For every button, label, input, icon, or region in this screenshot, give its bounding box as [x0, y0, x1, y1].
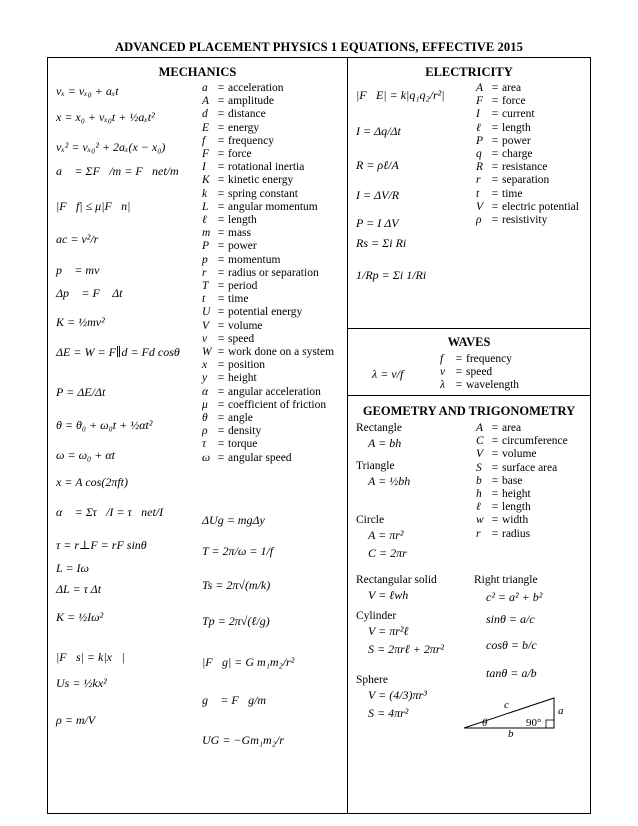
waves-variable-0: f = frequency	[440, 353, 512, 365]
mechanics-variable-6: I = rotational inertia	[202, 161, 305, 174]
mechanics-equation: vₓ = vₓ₀ + aₓt	[56, 84, 119, 98]
mechanics-equation: x = A cos(2πft)	[56, 475, 128, 489]
mechanics-equation-secondary: Tp = 2π√(ℓ/g)	[202, 614, 270, 628]
mechanics-variable-13: p = momentum	[202, 253, 281, 266]
mechanics-variable-0: a = acceleration	[202, 82, 284, 94]
electricity-variable-6: R = resistance	[476, 161, 548, 174]
mechanics-variable-2: d = distance	[202, 108, 266, 121]
electricity-equation: |F⃗E| = k|q₁q₂/r²|	[356, 88, 445, 102]
mechanics-equation: τ = r⊥F = rF sinθ	[56, 538, 147, 552]
shape-formula: A = bh	[368, 436, 402, 450]
mechanics-variable-15: T = period	[202, 280, 258, 292]
waves-equation: λ = v/f	[372, 367, 404, 381]
electricity-equation: I = ΔV/R	[356, 188, 400, 202]
shape-formula: V = (4/3)πr³	[368, 688, 427, 702]
shape-name: Rectangular solid	[356, 574, 437, 586]
mechanics-variable-10: ℓ = length	[202, 214, 257, 226]
shape-formula: C = 2πr	[368, 546, 407, 560]
mechanics-variable-7: K = kinetic energy	[202, 174, 294, 187]
side-label-b: b	[508, 728, 514, 738]
right-triangle-formula: sinθ = a/c	[486, 612, 535, 626]
mechanics-variable-26: ρ = density	[202, 425, 262, 438]
geometry-variable-1: C = circumference	[476, 435, 568, 448]
electricity-equation: I = Δq/Δt	[356, 124, 401, 138]
mechanics-equation-secondary: ΔUg = mgΔy	[202, 513, 265, 527]
electricity-variable-7: r = separation	[476, 174, 550, 187]
waves-section	[347, 328, 591, 396]
shape-formula: S = 4πr²	[368, 706, 409, 720]
mechanics-variable-22: y = height	[202, 372, 257, 385]
right-triangle-diagram	[458, 692, 568, 738]
mechanics-equation: ac = v²/r	[56, 232, 99, 246]
mechanics-variable-24: μ = coefficient of friction	[202, 398, 327, 411]
mechanics-equation-secondary: Ts = 2π√(m/k)	[202, 578, 271, 592]
mechanics-equation-secondary: g⃗ = F⃗g/m	[202, 693, 267, 707]
mechanics-equation: ΔL = τ Δt	[56, 582, 102, 596]
waves-header: WAVES	[447, 335, 491, 349]
mechanics-equation: θ = θ₀ + ω₀t + ½αt²	[56, 418, 153, 432]
electricity-equation: 1/Rp = Σi 1/Ri	[356, 268, 427, 282]
mechanics-equation: |F⃗s| = k|x⃗|	[56, 650, 125, 664]
mechanics-equation: ω = ω₀ + αt	[56, 448, 115, 462]
geometry-variable-3: S = surface area	[476, 461, 558, 474]
mechanics-variable-20: W = work done on a system	[202, 346, 335, 358]
mechanics-equation-secondary: UG = −Gm₁m₂/r	[202, 733, 284, 747]
mechanics-equation: x = x₀ + vₓ₀t + ½aₓt²	[56, 110, 155, 124]
geometry-variable-5: h = height	[476, 488, 531, 500]
shape-formula: S = 2πrℓ + 2πr²	[368, 642, 445, 656]
mechanics-variable-3: E = energy	[202, 121, 260, 134]
mechanics-variable-27: τ = torque	[202, 438, 258, 451]
mechanics-equation: a⃗ = ΣF⃗/m = F⃗net/m	[56, 164, 179, 178]
mechanics-equation-secondary: |F⃗g| = G m₁m₂/r²	[202, 655, 295, 669]
mechanics-variable-19: v = speed	[202, 332, 255, 345]
angle-label-theta: θ	[482, 717, 488, 729]
geometry-variable-4: b = base	[476, 474, 523, 487]
electricity-variable-1: F = force	[476, 95, 526, 108]
mechanics-equation: K = ½mv²	[56, 315, 105, 329]
electricity-equation: P = I ΔV	[356, 216, 399, 230]
electricity-variable-10: ρ = resistivity	[476, 214, 548, 226]
electricity-variable-8: t = time	[476, 187, 523, 200]
electricity-variable-3: ℓ = length	[476, 121, 531, 134]
shape-name: Cylinder	[356, 610, 397, 622]
mechanics-section	[47, 57, 348, 814]
mechanics-equation: K = ½Iω²	[56, 610, 104, 624]
electricity-variable-4: P = power	[476, 134, 531, 147]
mechanics-variable-28: ω = angular speed	[202, 451, 292, 464]
electricity-equation: Rs = Σi Ri	[356, 236, 407, 250]
angle-label-90: 90°	[526, 717, 542, 729]
mechanics-header: MECHANICS	[158, 65, 237, 79]
shape-name: Circle	[356, 514, 385, 526]
shape-name: Rectangle	[356, 422, 402, 434]
mechanics-equation: P = ΔE/Δt	[56, 385, 106, 399]
waves-variable-2: λ = wavelength	[440, 379, 520, 391]
geometry-variable-8: r = radius	[476, 527, 531, 540]
geometry-variable-6: ℓ = length	[476, 501, 531, 514]
mechanics-variable-25: θ = angle	[202, 412, 253, 424]
mechanics-equation: Us = ½kx²	[56, 676, 107, 690]
mechanics-equation: |F⃗f| ≤ μ|F⃗n|	[56, 199, 131, 213]
electricity-section	[347, 57, 591, 329]
right-triangle-formula: cosθ = b/c	[486, 638, 537, 652]
electricity-variable-5: q = charge	[476, 148, 533, 160]
mechanics-variable-4: f = frequency	[202, 134, 274, 147]
mechanics-variable-17: U = potential energy	[202, 306, 303, 319]
shape-name: Sphere	[356, 674, 388, 686]
electricity-equation: R = ρℓ/A	[356, 158, 399, 172]
mechanics-equation: p⃗ = mv⃗	[56, 263, 109, 277]
geometry-header: GEOMETRY AND TRIGONOMETRY	[362, 404, 576, 418]
mechanics-variable-1: A = amplitude	[202, 95, 274, 108]
geometry-variable-2: V = volume	[476, 448, 537, 461]
electricity-variable-0: A = area	[476, 82, 522, 94]
mechanics-variable-8: k = spring constant	[202, 187, 298, 200]
electricity-variable-2: I = current	[476, 108, 535, 121]
side-label-c: c	[504, 699, 509, 711]
mechanics-variable-18: V = volume	[202, 319, 263, 332]
electricity-header: ELECTRICITY	[425, 65, 513, 79]
mechanics-equation-secondary: T = 2π/ω = 1/f	[202, 544, 274, 558]
mechanics-equation: L = Iω	[56, 561, 90, 575]
page-title: ADVANCED PLACEMENT PHYSICS 1 EQUATIONS, EFFECTIVE 2015	[115, 40, 523, 54]
mechanics-equation: α⃗ = Στ⃗/I = τ⃗net/I	[56, 505, 164, 519]
right-triangle-formula: c² = a² + b²	[486, 590, 543, 604]
shape-name: Triangle	[356, 460, 395, 472]
right-triangle-label: Right triangle	[474, 574, 538, 586]
shape-formula: A = πr²	[368, 528, 404, 542]
mechanics-equation: vₓ² = vₓ₀² + 2aₓ(x − x₀)	[56, 140, 166, 154]
electricity-variable-9: V = electric potential	[476, 200, 579, 213]
mechanics-variable-9: L = angular momentum	[202, 200, 318, 213]
mechanics-variable-23: α = angular acceleration	[202, 385, 321, 398]
mechanics-variable-5: F = force	[202, 148, 252, 160]
mechanics-equation: Δp⃗ = F⃗ Δt	[56, 286, 123, 300]
waves-variable-1: v = speed	[440, 366, 493, 378]
right-triangle-formula: tanθ = a/b	[486, 666, 537, 680]
mechanics-variable-14: r = radius or separation	[202, 266, 319, 279]
mechanics-variable-11: m = mass	[202, 227, 251, 240]
mechanics-variable-21: x = position	[202, 359, 266, 372]
shape-formula: V = πr²ℓ	[368, 624, 409, 638]
shape-formula: A = ½bh	[368, 474, 411, 488]
mechanics-variable-12: P = power	[202, 240, 257, 253]
geometry-section	[347, 395, 591, 814]
geometry-variable-7: w = width	[476, 514, 529, 527]
side-label-a: a	[558, 705, 564, 717]
geometry-variable-0: A = area	[476, 422, 522, 434]
shape-formula: V = ℓwh	[368, 588, 409, 602]
mechanics-equation: ρ = m/V	[56, 713, 96, 727]
mechanics-equation: ΔE = W = F∥d = Fd cosθ	[56, 345, 180, 359]
mechanics-variable-16: t = time	[202, 293, 249, 306]
